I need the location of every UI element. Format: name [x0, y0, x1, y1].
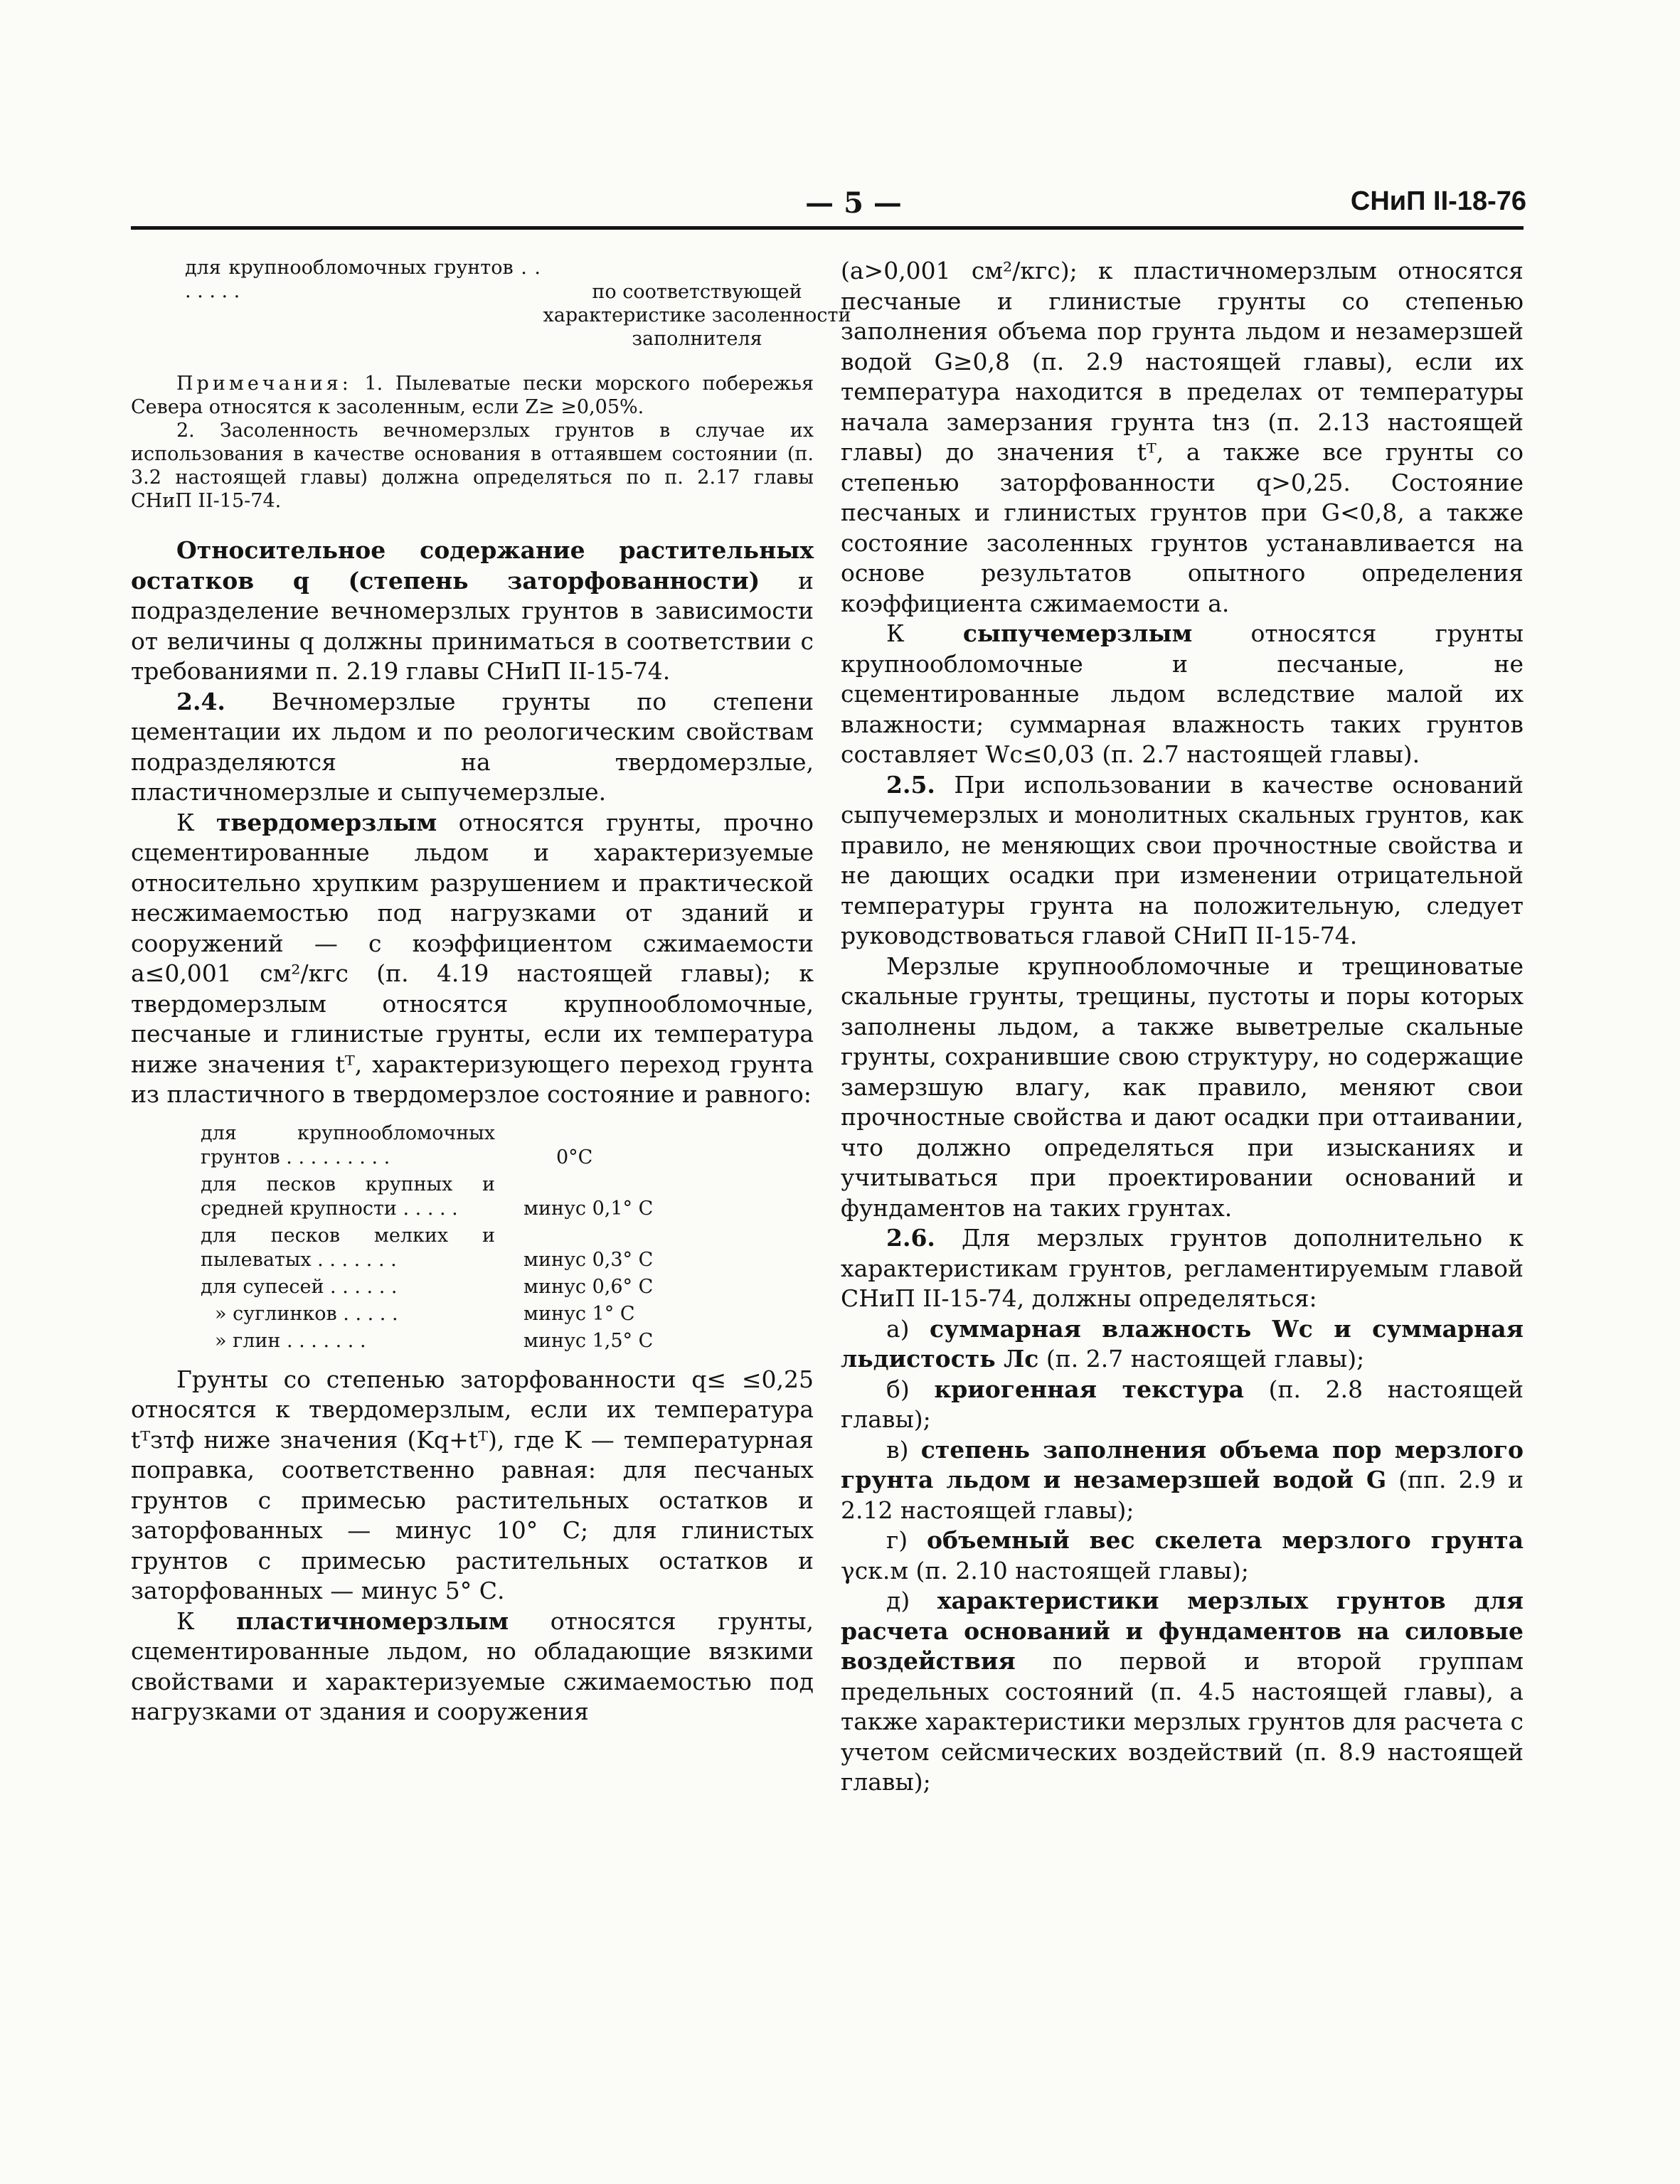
list-item-b	[841, 1375, 1524, 1435]
paragraph-plastic-frozen	[131, 1607, 814, 1727]
clause-number-2-6: 2.6.	[886, 1224, 935, 1252]
note-2: 2. Засоленность вечномерзлых грунтов в случае их использования в качестве основания в оттаявшем состоянии (п. 3.2 настоящей главы) должна определяться по п. 2.17 главы СНиП II-15-74.	[131, 420, 814, 512]
table-cell-label: для песков крупных и средней крупности . . . . .	[201, 1173, 495, 1220]
table-row	[201, 1274, 748, 1301]
temperature-table	[201, 1120, 748, 1355]
table-cell-value: минус 0,6° С	[523, 1275, 654, 1298]
table-cell-value: минус 0,1° С	[523, 1197, 654, 1220]
list-item-a	[841, 1314, 1524, 1375]
term-loose-frozen: сыпучемерзлым	[962, 619, 1193, 647]
table-row	[201, 1120, 748, 1171]
toptab-label: для крупнообломочных грунтов . . . . . . .	[185, 257, 541, 302]
table-cell-label: для песков мелких и пылеватых . . . . . . .	[201, 1224, 495, 1271]
note-title: Примечания:	[176, 373, 352, 395]
note-1	[131, 372, 814, 419]
table-cell-label: для супесей . . . . . .	[201, 1275, 398, 1298]
paragraph-hard-frozen-text: относятся грунты, прочно сцементированные льдом и характеризуемые относительно хрупким разрушением и практической несжимаемостью под нагрузками от зданий и сооружений — с коэффициентом сжимаемости a≤0,001 см²/кгс (п. 4.19 настоящей главы); к твердомерзлым относятся крупнообломочные, песчаные и глинистые грунты, если их температура ниже значения tᵀ, характеризующего переход грунта из пластичного в твердомерзлое состояние и равного:	[131, 808, 814, 1108]
list-item-a-bold: суммарная влажность Wc и суммарная льдистость Лc	[841, 1314, 1524, 1373]
term-plastic-frozen: пластичномерзлым	[236, 1607, 509, 1635]
list-item-d	[841, 1525, 1524, 1586]
paragraph-loose-frozen-text: относятся грунты крупнообломочные и песчаные, не сцементированные льдом вследствие малой их влажности; суммарная влажность таких грунтов составляет Wc≤0,03 (п. 2.7 настоящей главы).	[841, 619, 1524, 768]
list-item-c-bold: степень заполнения объема пор мерзлого грунта льдом и незамерзшей водой G	[841, 1435, 1524, 1493]
notes-block	[131, 372, 814, 513]
page-number: — 5 —	[805, 186, 902, 220]
note-1-text: 1. Пылеватые пески морского побережья Севера относятся к засоленным, если Z≥ ≥0,05%.	[131, 373, 814, 418]
list-item-d-bold: объемный вес скелета мерзлого грунта	[927, 1526, 1524, 1554]
list-item-a-text: (п. 2.7 настоящей главы);	[1038, 1345, 1365, 1373]
paragraph-2-5-text: При использовании в качестве оснований сыпучемерзлых и монолитных скальных грунтов, как правило, не меняющих свои прочностные свойства и не дающих осадки при изменении отрицательной температуры грунта на положительную, следует руководствоваться главой СНиП II-15-74.	[841, 770, 1524, 949]
table-row	[201, 1171, 748, 1222]
paragraph-plastic-continued: (a>0,001 см²/кгс); к пластичномерзлым относятся песчаные и глинистые грунты со степенью заполнения объема пор грунта льдом и незамерзшей водой G≥0,8 (п. 2.9 настоящей главы), если их температура находится в пределах от температуры начала замерзания грунта tнз (п. 2.13 настоящей главы) до значения tᵀ, а также все грунты со степенью заторфованности q>0,25. Состояние песчаных и глинистых грунтов при G<0,8, а также состояние засоленных грунтов устанавливается на основе результатов опытного определения коэффициента сжимаемости a.	[841, 257, 1524, 617]
paragraph-2-4-text: Вечномерзлые грунты по степени цементации их льдом и по реологическим свойствам подразделяются на твердомерзлые, пластичномерзлые и сыпучемерзлые.	[131, 687, 814, 806]
table-cell-value: минус 0,3° С	[523, 1248, 654, 1271]
list-marker-b: б)	[886, 1375, 935, 1403]
header-rule	[131, 226, 1524, 230]
list-item-b-bold: криогенная текстура	[934, 1375, 1245, 1403]
paragraph-hard-frozen-pre: К	[176, 808, 216, 836]
term-hard-frozen: твердомерзлым	[216, 808, 437, 836]
right-column	[841, 256, 1524, 1798]
paragraph-2-5	[841, 770, 1524, 952]
paragraph-loose-frozen	[841, 619, 1524, 770]
paragraph-plastic-frozen-pre: К	[176, 1607, 237, 1635]
clause-number-2-5: 2.5.	[886, 770, 935, 799]
paragraph-peat	[131, 536, 814, 687]
table-cell-value: 0°С	[556, 1146, 593, 1168]
paragraph-2-4	[131, 687, 814, 808]
list-item-e-bold: характеристики мерзлых грунтов для расчета оснований и фундаментов на силовые воздействия	[841, 1587, 1524, 1675]
table-row	[201, 1328, 748, 1355]
paragraph-fractured-rock: Мерзлые крупнообломочные и трещиноватые скальные грунты, трещины, пустоты и поры которых заполнены льдом, а также выветрелые скальные грунты, сохранившие свою структуру, но содержащие замерзшую влагу, как правило, меняют свои прочностные свойства и дают осадки при оттаивании, что должно определяться при изысканиях и учитываться при проектировании оснований и фундаментов на таких грунтах.	[841, 952, 1524, 1222]
paragraph-2-6	[841, 1223, 1524, 1314]
list-marker-a: а)	[886, 1314, 930, 1343]
paragraph-hard-frozen	[131, 808, 814, 1110]
left-column	[131, 256, 851, 1727]
table-row	[201, 1301, 748, 1328]
document-code: СНиП II-18-76	[1350, 186, 1526, 216]
list-marker-e: д)	[886, 1587, 937, 1614]
paragraph-loose-frozen-pre: К	[886, 619, 963, 647]
list-marker-d: г)	[886, 1526, 927, 1554]
paragraph-2-6-text: Для мерзлых грунтов дополнительно к характеристикам грунтов, регламентируемым главой СНиП II-15-74, должны определяться:	[841, 1224, 1524, 1312]
list-item-e	[841, 1586, 1524, 1798]
paragraph-peat-text: и подразделение вечномерзлых грунтов в зависимости от величины q должны приниматься в соответствии с требованиями п. 2.19 главы СНиП II-15-74.	[131, 566, 814, 685]
list-marker-c: в)	[886, 1435, 921, 1464]
paragraph-peat-bold: Относительное содержание растительных остатков q (степень заторфованности)	[131, 536, 814, 595]
list-item-b-text: (п. 2.8 настоящей главы);	[841, 1375, 1524, 1433]
list-item-c	[841, 1435, 1524, 1526]
list-item-e-text: по первой и второй группам предельных состояний (п. 4.5 настоящей главы), а также характеристики мерзлых грунтов для расчета с учетом сейсмических воздействий (п. 8.9 настоящей главы);	[841, 1647, 1524, 1796]
table-cell-value: минус 1° С	[523, 1302, 635, 1325]
paragraph-plastic-frozen-text: относятся грунты, сцементированные льдом, но обладающие вязкими свойствами и характеризуемые сжимаемостью под нагрузками от здания и сооружения	[131, 1607, 814, 1725]
toptab-value: по соответствующей характеристике засоленности заполнителя	[543, 281, 851, 350]
table-row	[201, 1222, 748, 1274]
table-cell-value: минус 1,5° С	[523, 1329, 654, 1352]
clause-number-2-4: 2.4.	[176, 687, 225, 715]
paragraph-peat-soils: Грунты со степенью заторфованности q≤ ≤0,25 относятся к твердомерзлым, если их температура tᵀзтф ниже значения (Kq+tᵀ), где K — температурная поправка, соответственно равная: для песчаных грунтов с примесью растительных остатков и заторфованных — минус 10° С; для глинистых грунтов с примесью растительных остатков и заторфованных — минус 5° С.	[131, 1365, 814, 1604]
list-item-c-text: (пп. 2.9 и 2.12 настоящей главы);	[841, 1466, 1524, 1524]
list-item-d-text: γск.м (п. 2.10 настоящей главы);	[841, 1556, 1249, 1584]
table-cell-label: » глин . . . . . . .	[215, 1329, 366, 1352]
salinity-table-tail	[185, 256, 851, 351]
table-cell-label: для крупнообломочных грунтов . . . . . . . . .	[201, 1122, 495, 1168]
table-cell-label: » суглинков . . . . .	[215, 1302, 398, 1325]
